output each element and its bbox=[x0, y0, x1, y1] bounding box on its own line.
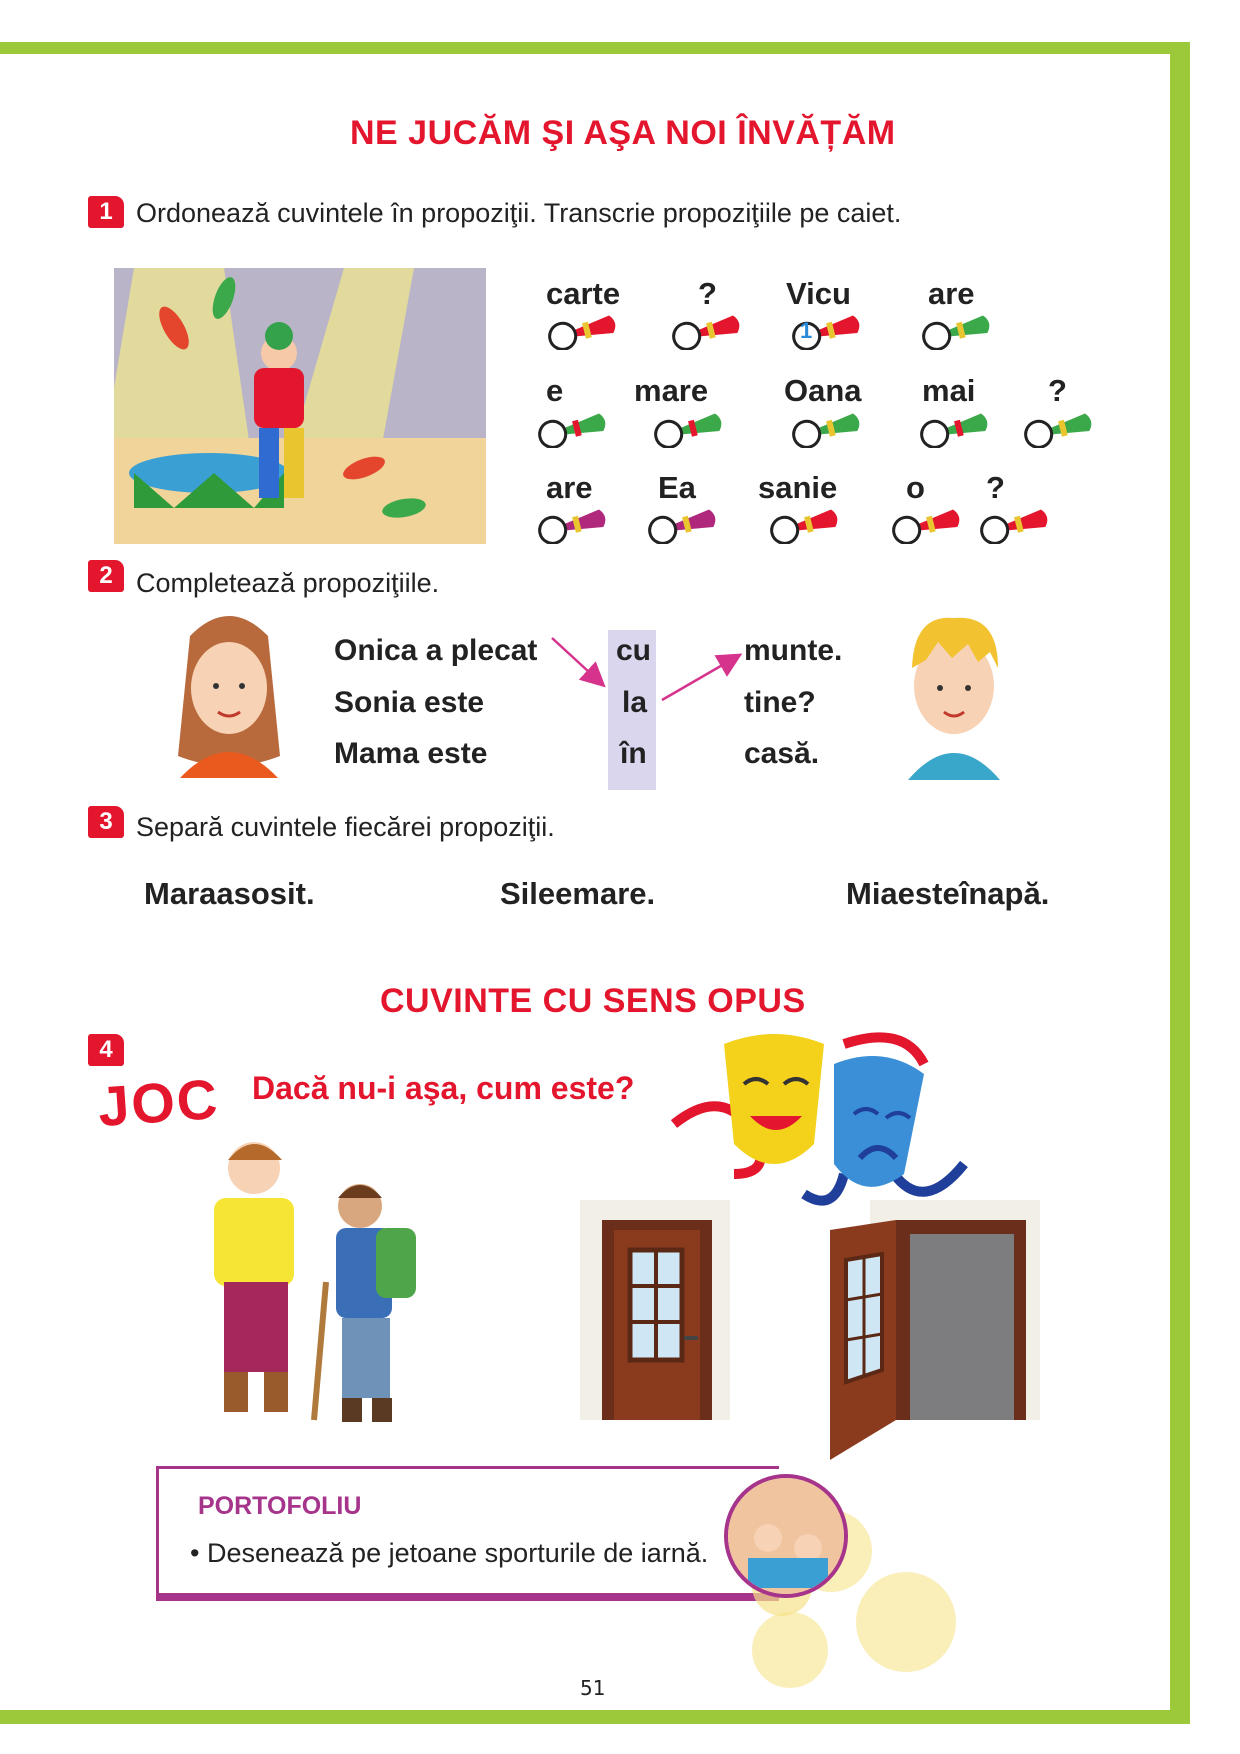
order-slot-pin[interactable] bbox=[536, 410, 612, 448]
order-slot-pin[interactable] bbox=[768, 506, 844, 544]
sentence-end: munte. bbox=[744, 634, 843, 667]
connector-word[interactable]: la bbox=[622, 686, 648, 719]
decorative-circle bbox=[856, 1572, 956, 1672]
exercise-3-number: 3 bbox=[88, 806, 124, 838]
example-connection-arrows bbox=[550, 630, 750, 710]
page-number: 51 bbox=[580, 1676, 606, 1700]
game-prompt: Dacă nu-i aşa, cum este? bbox=[252, 1070, 635, 1106]
order-slot-pin[interactable] bbox=[920, 312, 996, 350]
order-slot-pin[interactable] bbox=[1022, 410, 1098, 448]
word-tile: Vicu bbox=[786, 276, 851, 311]
fused-sentence: Sileemare. bbox=[500, 876, 656, 911]
order-slot-pin[interactable] bbox=[546, 312, 622, 350]
order-slot-pin[interactable] bbox=[646, 506, 722, 544]
order-slot-pin[interactable] bbox=[918, 410, 994, 448]
section-title: CUVINTE CU SENS OPUS bbox=[380, 982, 806, 1020]
exercise-2-instruction: Completează propoziţiile. bbox=[136, 568, 440, 598]
portfolio-classroom-illustration bbox=[724, 1474, 848, 1598]
word-tile: are bbox=[928, 276, 975, 311]
word-tile: o bbox=[906, 470, 925, 505]
fused-sentence: Maraasosit. bbox=[144, 876, 315, 911]
sentence-end: tine? bbox=[744, 686, 816, 719]
girl-illustration bbox=[170, 606, 288, 778]
word-tile: are bbox=[546, 470, 593, 505]
order-slot-pin[interactable] bbox=[652, 410, 728, 448]
portfolio-box bbox=[156, 1466, 779, 1601]
exercise-4-number: 4 bbox=[88, 1034, 124, 1066]
page-frame-bottom bbox=[0, 1710, 1190, 1724]
word-tile: ? bbox=[1048, 373, 1067, 408]
sentence-start: Sonia este bbox=[334, 686, 485, 719]
word-tile: mai bbox=[922, 373, 976, 408]
game-label: JOC bbox=[95, 1066, 222, 1139]
portfolio-text: • Desenează pe jetoane sporturile de iarnă. bbox=[190, 1538, 709, 1568]
word-tile: Ea bbox=[658, 470, 696, 505]
exercise-1-instruction: Ordonează cuvintele în propoziţii. Transcrie propoziţiile pe caiet. bbox=[136, 198, 902, 228]
closed-door-illustration bbox=[580, 1200, 730, 1420]
word-tile: e bbox=[546, 373, 564, 408]
word-tile: ? bbox=[698, 276, 717, 311]
fused-sentence: Miaesteînapă. bbox=[846, 876, 1050, 911]
young-and-old-figures-illustration bbox=[196, 1132, 436, 1432]
example-order-number: 1 bbox=[800, 318, 813, 343]
order-slot-pin[interactable] bbox=[978, 506, 1054, 544]
decorative-circle bbox=[752, 1612, 828, 1688]
theater-masks-illustration bbox=[664, 1024, 984, 1214]
order-slot-pin[interactable] bbox=[890, 506, 966, 544]
word-tile: carte bbox=[546, 276, 621, 311]
order-slot-pin[interactable] bbox=[670, 312, 746, 350]
word-tile: sanie bbox=[758, 470, 838, 505]
portfolio-title: PORTOFOLIU bbox=[198, 1492, 362, 1520]
exercise-2-number: 2 bbox=[88, 560, 124, 592]
word-tile: mare bbox=[634, 373, 709, 408]
page-frame-top bbox=[0, 42, 1190, 54]
connector-word[interactable]: în bbox=[620, 737, 647, 770]
sentence-end: casă. bbox=[744, 737, 820, 770]
connector-word[interactable]: cu bbox=[616, 634, 652, 667]
page-frame-right bbox=[1170, 42, 1190, 1722]
sentence-start: Onica a plecat bbox=[334, 634, 538, 667]
order-slot-pin[interactable] bbox=[790, 410, 866, 448]
word-tile: ? bbox=[986, 470, 1005, 505]
exercise-3-instruction: Separă cuvintele fiecărei propoziţii. bbox=[136, 812, 555, 842]
boy-illustration bbox=[894, 604, 1012, 780]
exercise-1-number: 1 bbox=[88, 196, 124, 228]
order-slot-pin[interactable] bbox=[536, 506, 612, 544]
sentence-start: Mama este bbox=[334, 737, 488, 770]
word-tile: Oana bbox=[784, 373, 862, 408]
page-title: NE JUCĂM ŞI AŞA NOI ÎNVĂȚĂM bbox=[350, 114, 896, 152]
open-door-illustration bbox=[830, 1200, 1040, 1460]
clown-juggling-illustration bbox=[114, 268, 486, 544]
